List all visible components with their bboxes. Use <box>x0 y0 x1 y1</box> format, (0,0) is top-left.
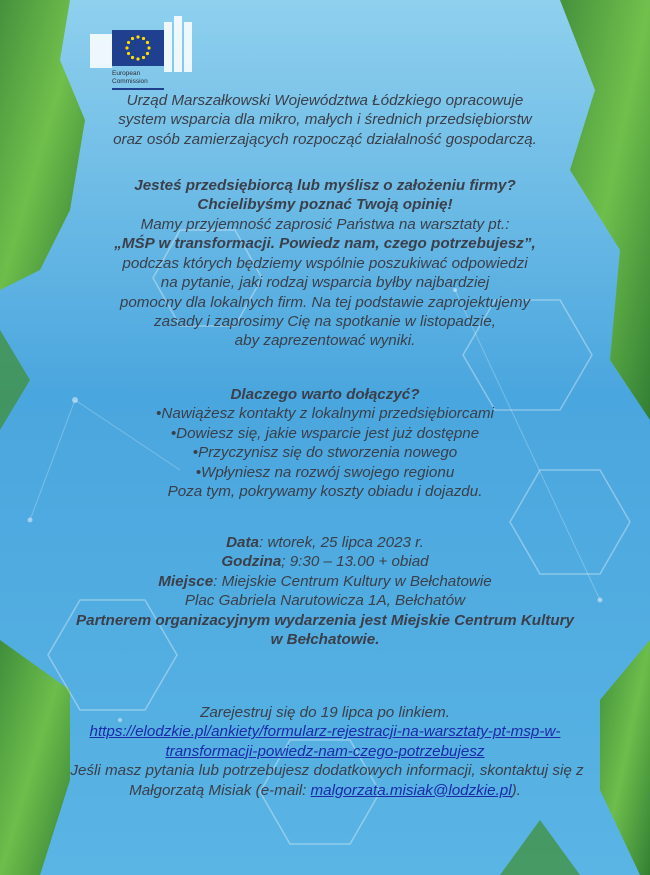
invite-line: Mamy przyjemność zaprosić Państwa na warsztaty pt.: <box>140 216 510 233</box>
benefit-item: •Nawiążesz kontakty z lokalnymi przedsiębiorcami <box>156 405 494 423</box>
logo-underline <box>112 88 164 90</box>
registration-link-line <box>0 742 650 761</box>
contact-line <box>0 781 650 800</box>
registration-link[interactable]: transformacji-powiedz-nam-czego-potrzebujesz <box>165 742 485 760</box>
intro-paragraph <box>0 91 650 149</box>
benefit-item: •Wpłyniesz na rozwój swojego regionu <box>195 463 455 481</box>
description-line: pomocny dla lokalnych firm. Na tej podstawie zaprojektujemy <box>119 293 531 311</box>
place-line <box>0 572 650 591</box>
registration-text: Zarejestruj się do 19 lipca po linkiem. <box>200 704 450 721</box>
time-line <box>0 552 650 571</box>
description-line: zasady i zaprosimy Cię na spotkanie w listopadzie, <box>154 313 496 331</box>
registration <box>0 703 650 800</box>
workshop-title: „MŚP w transformacji. Powiedz nam, czego potrzebujesz”, <box>114 235 536 253</box>
date-value: : wtorek, 25 lipca 2023 r. <box>259 534 424 551</box>
contact-suffix: ). <box>511 781 521 799</box>
why-heading: Dlaczego warto dołączyć? <box>230 386 420 403</box>
place-label: Miejsce <box>158 572 214 590</box>
event-details <box>0 533 650 649</box>
registration-link-line <box>0 722 650 741</box>
logo-caption-line: European <box>112 70 141 77</box>
registration-link[interactable]: https://elodzkie.pl/ankiety/formularz-rejestracji-na-warsztaty-pt-msp-w- <box>89 723 561 741</box>
eu-flag-icon <box>112 30 164 66</box>
intro-line: Urząd Marszałkowski Województwa Łódzkiego opracowuje <box>126 92 524 109</box>
intro-line: oraz osób zamierzających rozpocząć działalność gospodarczą. <box>113 130 537 148</box>
partner-line: w Bełchatowie. <box>270 631 380 649</box>
time-label: Godzina <box>221 553 282 571</box>
place-value: : Miejskie Centrum Kultury w Bełchatowie <box>213 572 492 590</box>
date-label: Data <box>226 534 259 551</box>
invitation <box>0 215 650 351</box>
description-line: podczas których będziemy wspólnie poszukiwać odpowiedzi <box>122 254 528 272</box>
benefit-item: •Przyczynisz się do stworzenia nowego <box>192 444 458 462</box>
headline-line: Chcielibyśmy poznać Twoją opinię! <box>197 196 453 214</box>
time-value: ; 9:30 – 13.00 + obiad <box>281 553 429 571</box>
address-line: Plac Gabriela Narutowicza 1A, Bełchatów <box>184 592 466 610</box>
logo-caption <box>112 70 148 85</box>
partner-line: Partnerem organizacyjnym wydarzenia jest Miejskie Centrum Kultury <box>76 611 574 629</box>
headline-line: Jesteś przedsiębiorcą lub myślisz o założeniu firmy? <box>134 177 516 194</box>
european-commission-logo <box>88 8 200 92</box>
benefit-item: Poza tym, pokrywamy koszty obiadu i dojazdu. <box>167 483 483 501</box>
headline <box>0 176 650 215</box>
description-line: aby zaprezentować wyniki. <box>234 332 416 350</box>
contact-line: Jeśli masz pytania lub potrzebujesz dodatkowych informacji, skontaktuj się z <box>70 762 584 780</box>
why-join <box>0 385 650 501</box>
date-line <box>0 533 650 552</box>
logo-caption-line: Commission <box>112 77 148 85</box>
intro-line: system wsparcia dla mikro, małych i średnich przedsiębiorstw <box>118 111 532 129</box>
description-line: na pytanie, jaki rodzaj wsparcia byłby najbardziej <box>160 274 490 292</box>
contact-prefix: Małgorzatą Misiak (e-mail: <box>129 781 311 799</box>
email-link[interactable]: malgorzata.misiak@lodzkie.pl <box>310 781 512 799</box>
benefit-item: •Dowiesz się, jakie wsparcie jest już dostępne <box>170 424 480 442</box>
